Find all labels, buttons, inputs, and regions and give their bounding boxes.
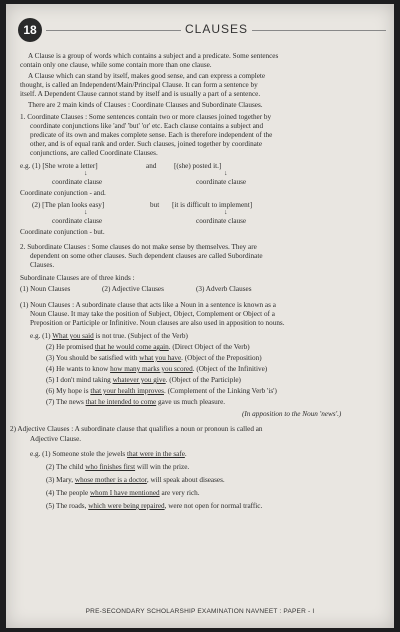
- subordinate-line: 2. Subordinate Clauses : Some clauses do not make sense by themselves. They are: [20, 243, 257, 251]
- example-clause: (2) [The plan looks easy]: [32, 201, 105, 209]
- down-arrow-icon: ↓: [84, 169, 88, 177]
- kinds-heading: Subordinate Clauses are of three kinds :: [20, 274, 135, 282]
- noun-example: (4) He wants to know how many marks you scored. (Object of the Infinitive): [46, 365, 268, 373]
- page-title: CLAUSES: [181, 22, 252, 36]
- adjective-example: (2) The child who finishes first will win the prize.: [46, 463, 190, 471]
- clause-label: coordinate clause: [196, 217, 247, 225]
- down-arrow-icon: ↓: [224, 169, 228, 177]
- noun-clause-line: Noun Clause. It may take the position of Subject, Object, Complement or Object of a: [30, 310, 275, 318]
- conjunction: and: [146, 162, 157, 170]
- example-clause: e.g. (1) [She wrote a letter]: [20, 162, 98, 170]
- noun-example: (6) My hope is that your health improves. (Complement of the Linking Verb 'is'): [46, 387, 277, 395]
- coordinate-line: 1. Coordinate Clauses : Some sentences contain two or more clauses joined together by: [20, 113, 272, 121]
- clause-label: coordinate clause: [52, 217, 103, 225]
- example-clause: [it is difficult to implement]: [172, 201, 253, 209]
- kind-item: (2) Adjective Clauses: [102, 285, 164, 293]
- coordinate-line: conjunctions, are called Coordinate Clauses.: [30, 149, 158, 157]
- noun-clause-line: (1) Noun Clauses : A subordinate clause that acts like a Noun in a sentence is known as a: [20, 301, 276, 309]
- noun-clause-line: Preposition or Participle or Infinitive. Noun clauses are also used in apposition to nouns.: [30, 319, 285, 327]
- noun-example: (7) The news that he intended to come gave us much pleasure.: [46, 398, 226, 406]
- clause-label: coordinate clause: [52, 178, 103, 186]
- adjective-example: (4) The people whom I have mentioned are very rich.: [46, 489, 200, 497]
- noun-example: (2) He promised that he would come again. (Direct Object of the Verb): [46, 343, 250, 351]
- kind-item: (1) Noun Clauses: [20, 285, 71, 293]
- noun-example: (3) You should be satisfied with what you have. (Object of the Preposition): [46, 354, 262, 362]
- example-clause: [(she) posted it.]: [174, 162, 222, 170]
- apposition-note: (In apposition to the Noun 'news'.): [242, 410, 342, 418]
- adjective-example: e.g. (1) Someone stole the jewels that were in the safe.: [30, 450, 187, 458]
- conjunction: but: [150, 201, 160, 209]
- conjunction-note: Coordinate conjunction - and.: [20, 189, 106, 197]
- intro-line: itself. A Dependent Clause cannot stand by itself and is usually a part of a sentence.: [20, 90, 261, 98]
- coordinate-line: other, and is of equal rank and order. Such clauses, joined together by coordinate: [30, 140, 263, 148]
- noun-example: (5) I don't mind taking whatever you give. (Object of the Participle): [46, 376, 241, 384]
- clause-label: coordinate clause: [196, 178, 247, 186]
- adjective-clause-line: Adjective Clause.: [30, 435, 82, 443]
- kind-item: (3) Adverb Clauses: [196, 285, 252, 293]
- worksheet-page: [6, 4, 394, 628]
- intro-line: contain only one clause, while some contain more than one clause.: [20, 61, 212, 69]
- down-arrow-icon: ↓: [224, 208, 228, 216]
- subordinate-line: Clauses.: [30, 261, 55, 269]
- adjective-clause-line: 2) Adjective Clauses : A subordinate clause that qualifies a noun or pronoun is called an: [10, 425, 263, 433]
- page-footer: PRE-SECONDARY SCHOLARSHIP EXAMINATION NAVNEET : PAPER - I: [85, 608, 315, 615]
- coordinate-line: coordinate conjunctions like 'and' 'but' 'or' etc. Each clause contains a subject and: [30, 122, 264, 130]
- subordinate-line: dependent on some other clauses. Such dependent clauses are called Subordinate: [30, 252, 263, 260]
- intro-line: There are 2 main kinds of Clauses : Coordinate Clauses and Subordinate Clauses.: [28, 101, 263, 109]
- coordinate-line: predicate of its own and makes complete sense. Each is therefore independent of the: [30, 131, 273, 139]
- adjective-example: (3) Mary, whose mother is a doctor, will speak about diseases.: [46, 476, 225, 484]
- conjunction-note: Coordinate conjunction - but.: [20, 228, 105, 236]
- intro-line: A Clause is a group of words which contains a subject and a predicate. Some sentences: [28, 52, 279, 60]
- intro-line: thought, is called an Independent/Main/Principal Clause. It can form a sentence by: [20, 81, 258, 89]
- noun-example: e.g. (1) What you said is not true. (Subject of the Verb): [30, 332, 188, 340]
- adjective-example: (5) The roads, which were being repaired, were not open for normal traffic.: [46, 502, 263, 510]
- intro-line: A Clause which can stand by itself, makes good sense, and can express a complete: [28, 72, 266, 80]
- chapter-number: 18: [18, 18, 42, 42]
- down-arrow-icon: ↓: [84, 208, 88, 216]
